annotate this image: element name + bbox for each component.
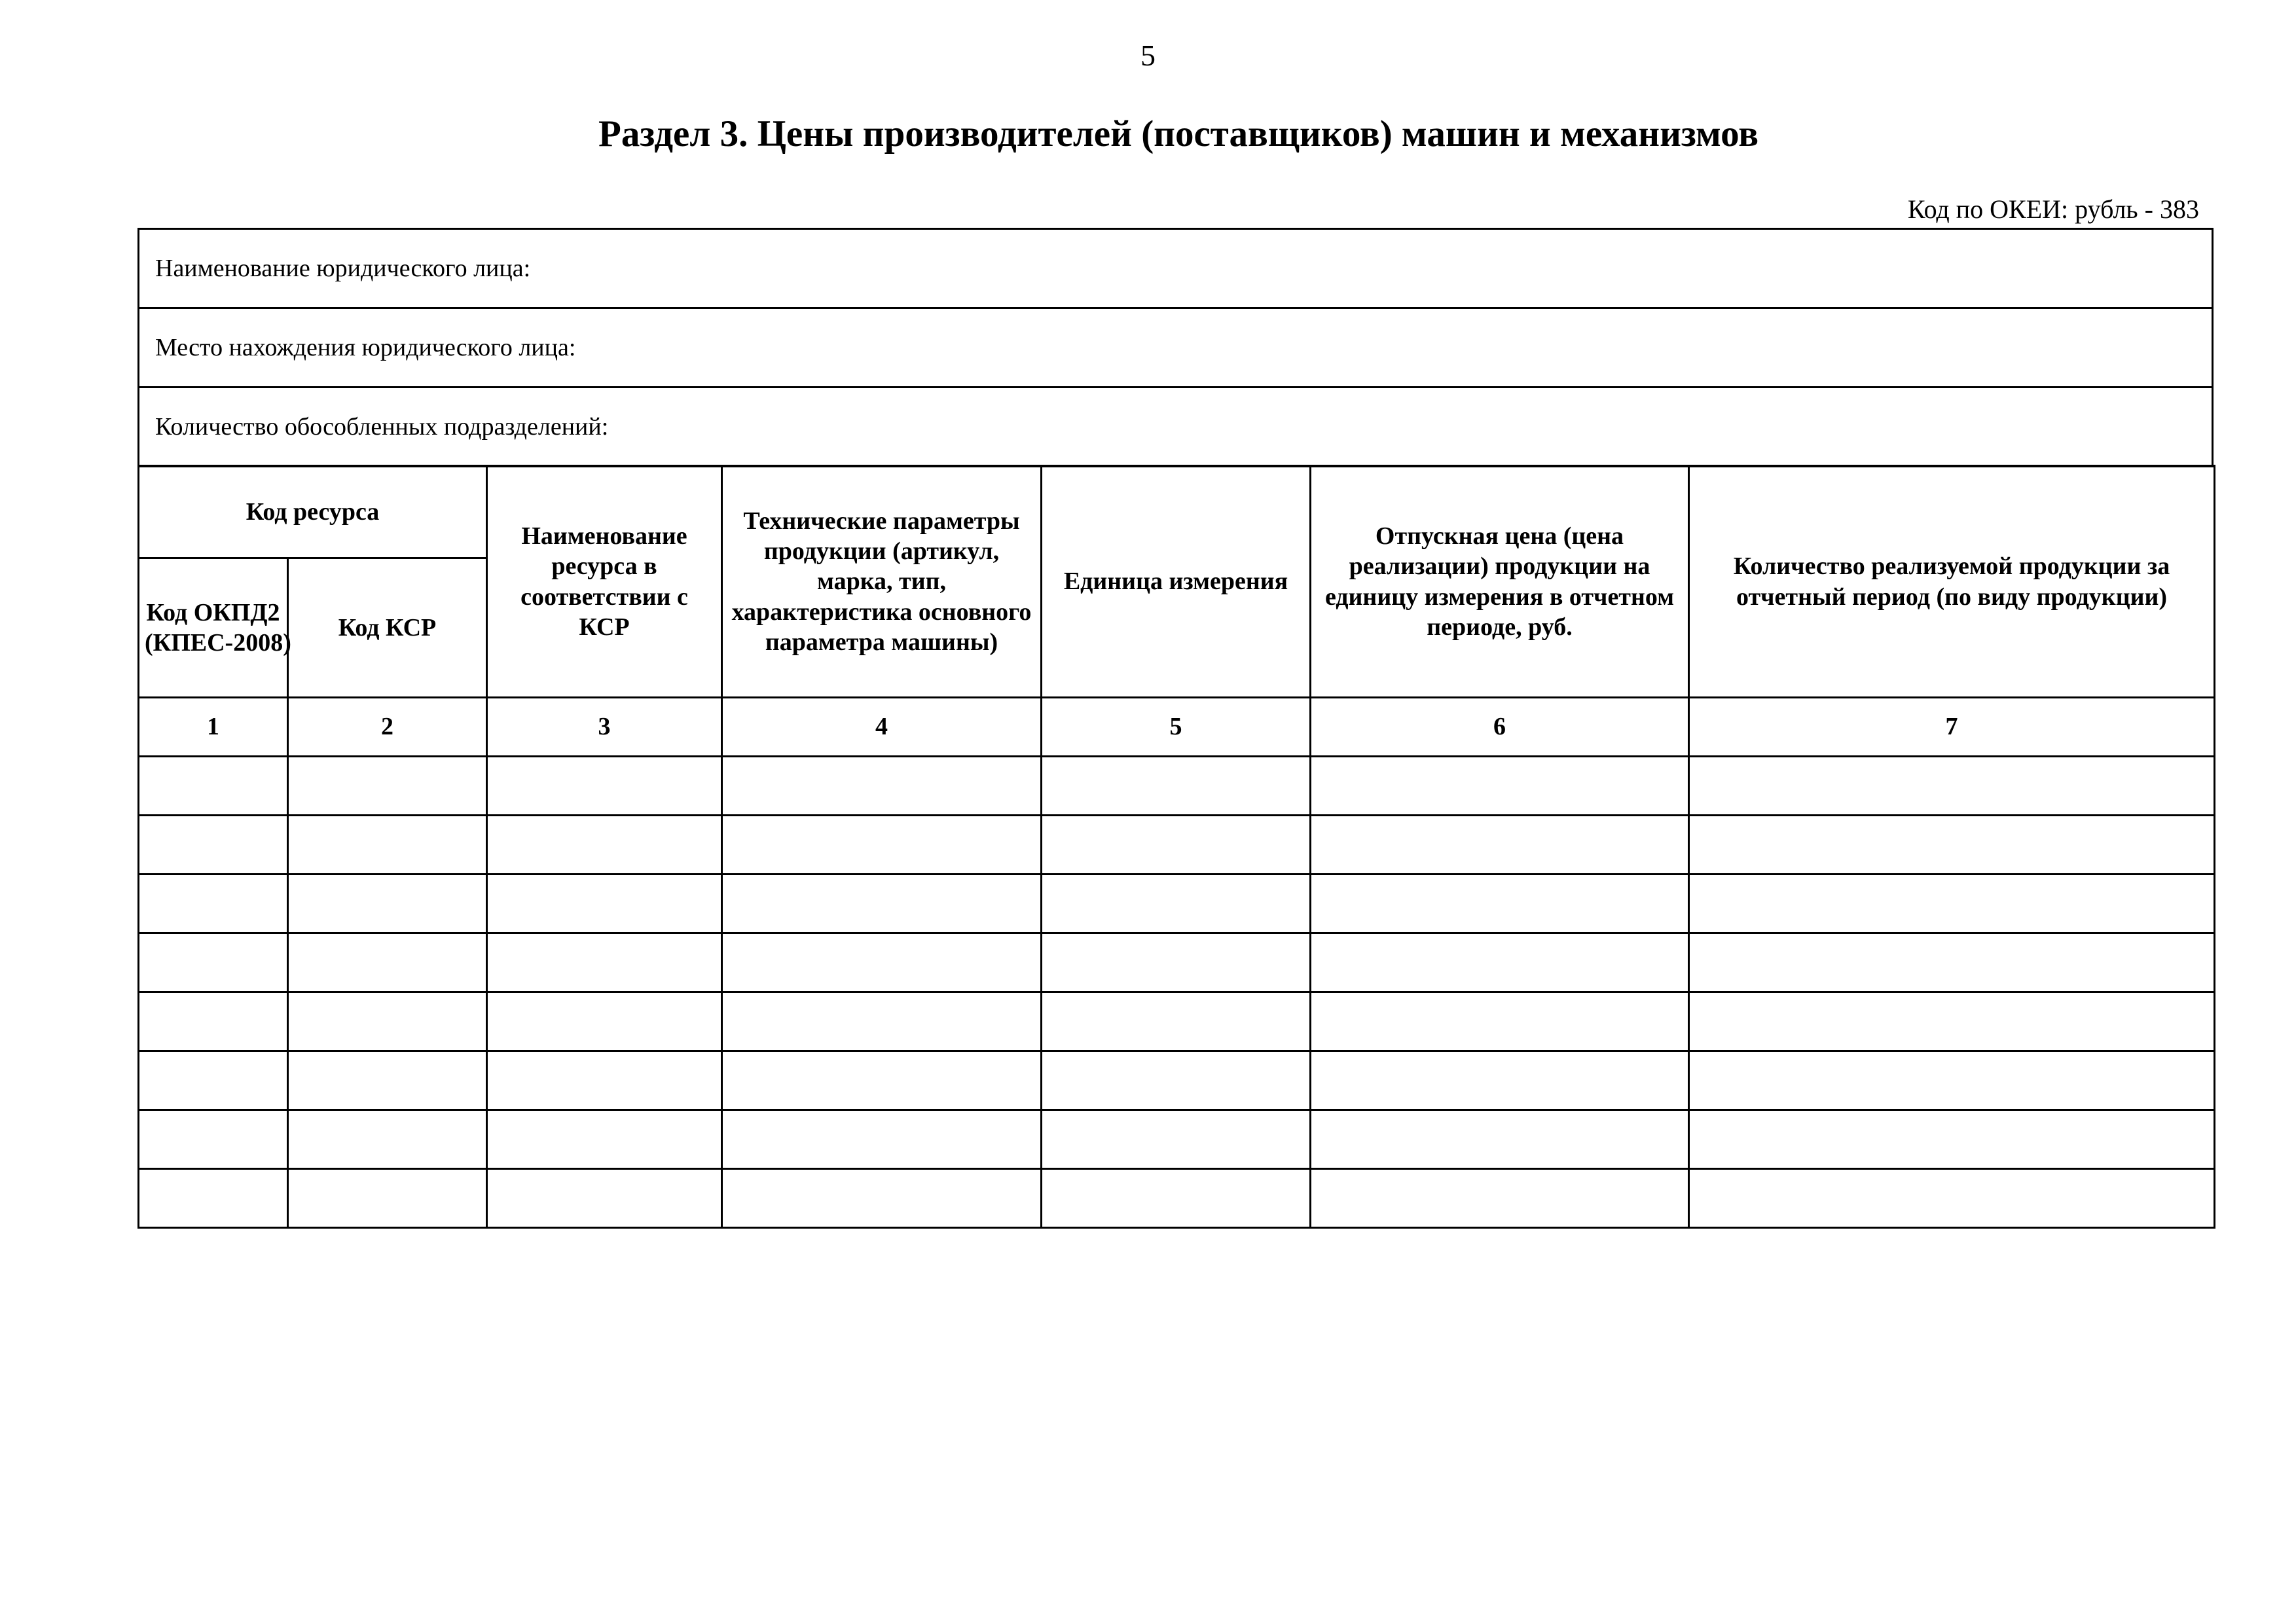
table-cell[interactable] — [1042, 757, 1311, 816]
table-row — [139, 933, 2215, 992]
legal-entity-name-field[interactable]: Наименование юридического лица: — [139, 230, 2212, 309]
table-cell[interactable] — [288, 1169, 487, 1228]
table-cell[interactable] — [1689, 933, 2215, 992]
column-number-row — [139, 698, 2215, 757]
table-cell[interactable] — [139, 816, 288, 875]
table-cell[interactable] — [1689, 1169, 2215, 1228]
table-row — [139, 816, 2215, 875]
table-cell[interactable] — [1311, 757, 1689, 816]
table-cell[interactable] — [1042, 1051, 1311, 1110]
column-number: 7 — [1689, 698, 2215, 757]
column-number: 5 — [1042, 698, 1311, 757]
separate-divisions-count-field[interactable]: Количество обособленных подразделений: — [139, 388, 2212, 467]
okpd2-code-header: Код ОКПД2 (КПЕС-2008) — [139, 558, 288, 698]
table-cell[interactable] — [722, 816, 1042, 875]
table-cell[interactable] — [487, 875, 722, 933]
table-cell[interactable] — [1311, 1169, 1689, 1228]
table-row — [139, 1169, 2215, 1228]
table-cell[interactable] — [1311, 933, 1689, 992]
table-cell[interactable] — [288, 816, 487, 875]
page-number: 5 — [1140, 39, 1156, 72]
legal-entity-info-block — [137, 228, 2214, 467]
table-cell[interactable] — [139, 1169, 288, 1228]
table-cell[interactable] — [1042, 1110, 1311, 1169]
table-cell[interactable] — [722, 1169, 1042, 1228]
table-cell[interactable] — [288, 992, 487, 1051]
table-cell[interactable] — [139, 992, 288, 1051]
table-cell[interactable] — [487, 992, 722, 1051]
resource-code-group-header: Код ресурса — [139, 466, 487, 558]
table-cell[interactable] — [722, 757, 1042, 816]
table-cell[interactable] — [722, 1110, 1042, 1169]
table-cell[interactable] — [1311, 816, 1689, 875]
table-cell[interactable] — [722, 992, 1042, 1051]
table-cell[interactable] — [722, 875, 1042, 933]
unit-header: Единица измерения — [1042, 466, 1311, 698]
okei-code-label: Код по ОКЕИ: рубль - 383 — [1907, 194, 2199, 224]
table-cell[interactable] — [487, 1169, 722, 1228]
table-cell[interactable] — [1311, 992, 1689, 1051]
resource-name-header: Наименование ресурса в соответствии с КСР — [487, 466, 722, 698]
section-title: Раздел 3. Цены производителей (поставщиков) машин и механизмов — [598, 113, 1758, 154]
table-cell[interactable] — [139, 1051, 288, 1110]
table-cell[interactable] — [1042, 875, 1311, 933]
table-cell[interactable] — [1689, 875, 2215, 933]
column-number: 1 — [139, 698, 288, 757]
table-cell[interactable] — [139, 1110, 288, 1169]
price-header: Отпускная цена (цена реализации) продукции на единицу измерения в отчетном периоде, руб. — [1311, 466, 1689, 698]
table-cell[interactable] — [1042, 816, 1311, 875]
table-cell[interactable] — [1689, 757, 2215, 816]
table-cell[interactable] — [288, 1110, 487, 1169]
table-cell[interactable] — [288, 1051, 487, 1110]
table-cell[interactable] — [288, 875, 487, 933]
table-cell[interactable] — [1689, 816, 2215, 875]
price-table — [137, 465, 2215, 1229]
table-cell[interactable] — [722, 933, 1042, 992]
table-row — [139, 757, 2215, 816]
table-cell[interactable] — [1042, 992, 1311, 1051]
legal-entity-location-field[interactable]: Место нахождения юридического лица: — [139, 309, 2212, 388]
table-cell[interactable] — [288, 757, 487, 816]
column-number: 6 — [1311, 698, 1689, 757]
table-cell[interactable] — [288, 933, 487, 992]
table-cell[interactable] — [1042, 1169, 1311, 1228]
table-cell[interactable] — [1311, 1051, 1689, 1110]
table-cell[interactable] — [1311, 875, 1689, 933]
table-body — [139, 757, 2215, 1228]
table-cell[interactable] — [139, 875, 288, 933]
table-cell[interactable] — [1042, 933, 1311, 992]
column-number: 3 — [487, 698, 722, 757]
table-cell[interactable] — [139, 933, 288, 992]
table-cell[interactable] — [487, 1110, 722, 1169]
table-row — [139, 992, 2215, 1051]
table-cell[interactable] — [487, 757, 722, 816]
table-cell[interactable] — [1311, 1110, 1689, 1169]
tech-params-header: Технические параметры продукции (артикул, марка, тип, характеристика основного параметра машины) — [722, 466, 1042, 698]
column-number: 2 — [288, 698, 487, 757]
table-cell[interactable] — [487, 933, 722, 992]
quantity-header: Количество реализуемой продукции за отчетный период (по виду продукции) — [1689, 466, 2215, 698]
ksr-code-header: Код КСР — [288, 558, 487, 698]
table-row — [139, 1051, 2215, 1110]
table-cell[interactable] — [139, 757, 288, 816]
table-cell[interactable] — [1689, 992, 2215, 1051]
table-cell[interactable] — [1689, 1051, 2215, 1110]
column-number: 4 — [722, 698, 1042, 757]
table-cell[interactable] — [1689, 1110, 2215, 1169]
table-row — [139, 875, 2215, 933]
table-cell[interactable] — [487, 816, 722, 875]
table-cell[interactable] — [722, 1051, 1042, 1110]
table-cell[interactable] — [487, 1051, 722, 1110]
table-row — [139, 1110, 2215, 1169]
